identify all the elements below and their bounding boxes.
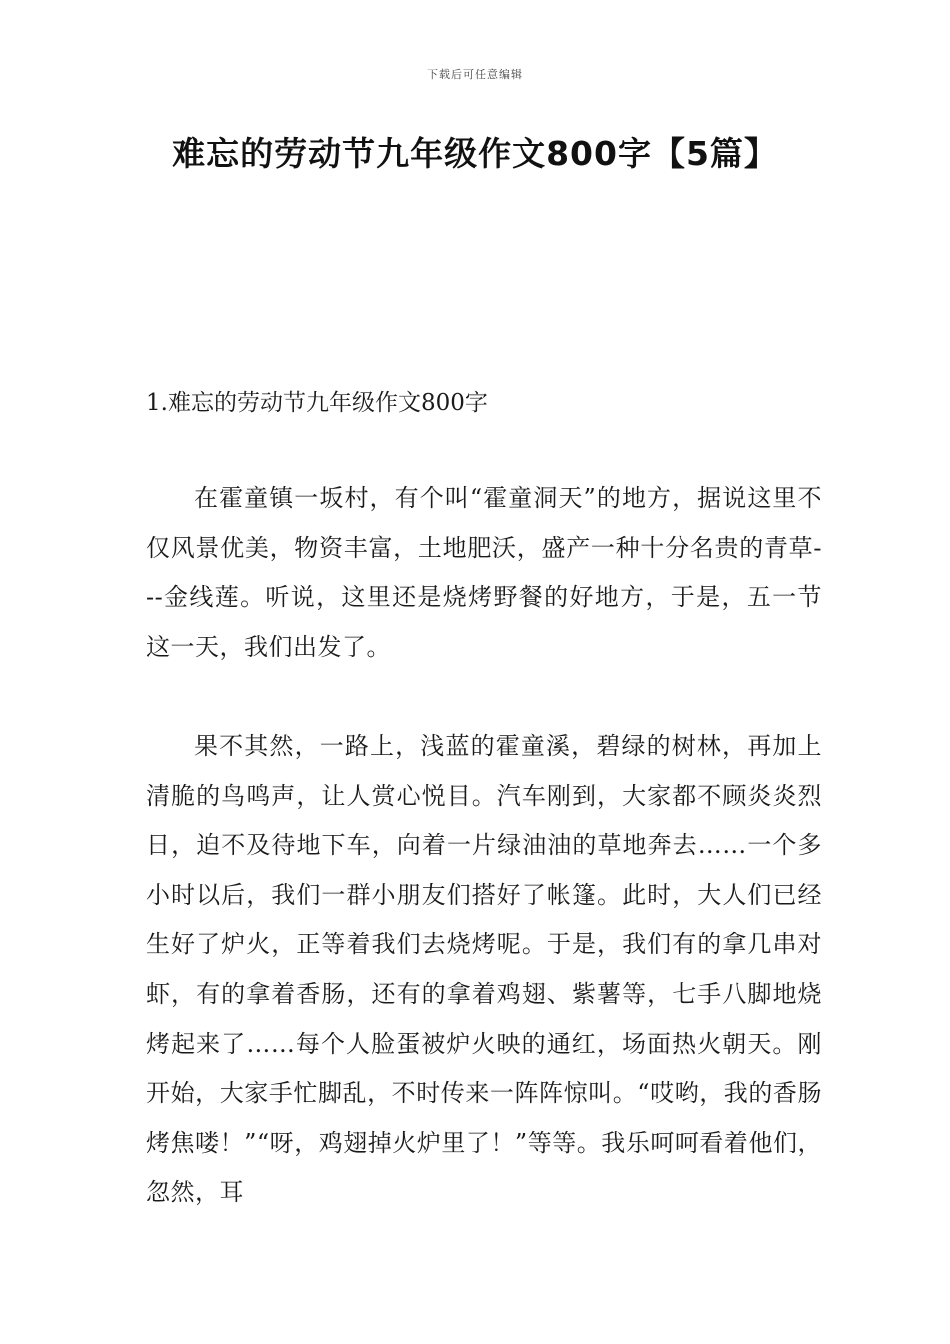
document-title: 难忘的劳动节九年级作文800字【5篇】 <box>172 134 778 173</box>
paragraph-2: 果不其然，一路上，浅蓝的霍童溪，碧绿的树林，再加上清脆的鸟鸣声，让人赏心悦目。汽车刚到，大家都不顾炎炎烈日，迫不及待地下车，向着一片绿油油的草地奔去……一个多小时以后，我们一群小朋友们搭好了帐篷。此时，大人们已经生好了炉火，正等着我们去烧烤呢。于是，我们有的拿几串对虾，有的拿着香肠，还有的拿着鸡翅、紫薯等，七手八脚地烧烤起来了……每个人脸蛋被炉火映的通红，场面热火朝天。刚开始，大家手忙脚乱，不时传来一阵阵惊叫。“哎哟，我的香肠烤焦喽！”“呀，鸡翅掉火炉里了！”等等。我乐呵呵看着他们，忽然，耳 <box>146 732 822 1207</box>
paragraph-1: 在霍童镇一坂村，有个叫“霍童洞天”的地方，据说这里不仅风景优美，物资丰富，土地肥沃，盛产一种十分名贵的青草---金线莲。听说，这里还是烧烤野餐的好地方，于是，五一节这一天，我们出发了。 <box>146 484 822 661</box>
header-note: 下载后可任意编辑 <box>427 68 523 81</box>
section-heading: 1.难忘的劳动节九年级作文800字 <box>146 390 488 416</box>
